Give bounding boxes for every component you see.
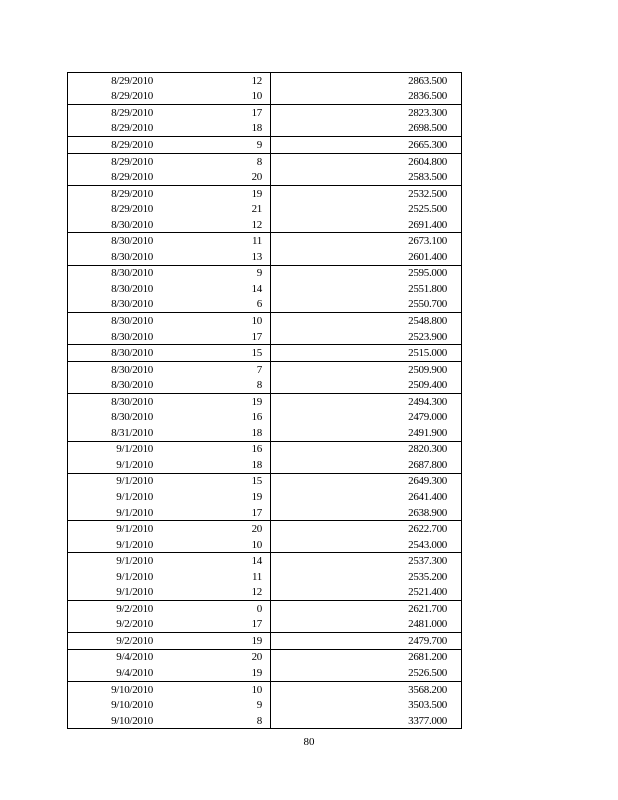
value-cell: 2673.100 bbox=[271, 233, 462, 249]
date-cell: 9/2/2010 bbox=[68, 617, 164, 633]
value-cell: 2535.200 bbox=[271, 569, 462, 585]
number-cell: 17 bbox=[163, 105, 271, 121]
table-row bbox=[68, 169, 462, 185]
table-row bbox=[68, 233, 462, 249]
number-cell: 7 bbox=[163, 361, 271, 377]
value-cell: 2532.500 bbox=[271, 185, 462, 201]
date-cell: 8/29/2010 bbox=[68, 73, 164, 89]
value-cell: 2823.300 bbox=[271, 105, 462, 121]
value-cell: 2537.300 bbox=[271, 553, 462, 569]
table-row bbox=[68, 377, 462, 393]
value-cell: 2687.800 bbox=[271, 457, 462, 473]
value-cell: 2836.500 bbox=[271, 89, 462, 105]
table-row bbox=[68, 569, 462, 585]
value-cell: 2583.500 bbox=[271, 169, 462, 185]
value-cell: 2649.300 bbox=[271, 473, 462, 489]
date-cell: 9/10/2010 bbox=[68, 713, 164, 729]
number-cell: 18 bbox=[163, 457, 271, 473]
number-cell: 8 bbox=[163, 377, 271, 393]
value-cell: 3568.200 bbox=[271, 681, 462, 697]
number-cell: 19 bbox=[163, 633, 271, 650]
date-cell: 8/30/2010 bbox=[68, 249, 164, 265]
date-cell: 8/30/2010 bbox=[68, 329, 164, 345]
table-row bbox=[68, 313, 462, 329]
date-cell: 8/31/2010 bbox=[68, 425, 164, 441]
number-cell: 20 bbox=[163, 169, 271, 185]
number-cell: 9 bbox=[163, 697, 271, 713]
date-cell: 9/1/2010 bbox=[68, 505, 164, 521]
table-row bbox=[68, 265, 462, 281]
table-row bbox=[68, 409, 462, 425]
value-cell: 2521.400 bbox=[271, 585, 462, 601]
table-row bbox=[68, 121, 462, 137]
number-cell: 9 bbox=[163, 265, 271, 281]
date-cell: 8/30/2010 bbox=[68, 217, 164, 233]
number-cell: 8 bbox=[163, 713, 271, 729]
value-cell: 2515.000 bbox=[271, 345, 462, 362]
table-row bbox=[68, 73, 462, 89]
date-cell: 8/30/2010 bbox=[68, 345, 164, 362]
date-cell: 9/1/2010 bbox=[68, 489, 164, 505]
number-cell: 11 bbox=[163, 569, 271, 585]
date-cell: 9/1/2010 bbox=[68, 521, 164, 537]
value-cell: 2691.400 bbox=[271, 217, 462, 233]
value-cell: 2479.000 bbox=[271, 409, 462, 425]
table-row bbox=[68, 553, 462, 569]
date-cell: 9/1/2010 bbox=[68, 441, 164, 457]
value-cell: 2622.700 bbox=[271, 521, 462, 537]
number-cell: 12 bbox=[163, 217, 271, 233]
table-row bbox=[68, 681, 462, 697]
number-cell: 12 bbox=[163, 73, 271, 89]
number-cell: 19 bbox=[163, 185, 271, 201]
date-cell: 8/30/2010 bbox=[68, 233, 164, 249]
value-cell: 2820.300 bbox=[271, 441, 462, 457]
date-cell: 8/30/2010 bbox=[68, 297, 164, 313]
number-cell: 10 bbox=[163, 537, 271, 553]
table-row bbox=[68, 297, 462, 313]
date-cell: 8/29/2010 bbox=[68, 153, 164, 169]
value-cell: 2604.800 bbox=[271, 153, 462, 169]
value-cell: 2479.700 bbox=[271, 633, 462, 650]
number-cell: 19 bbox=[163, 665, 271, 681]
table-body bbox=[68, 73, 462, 729]
number-cell: 20 bbox=[163, 521, 271, 537]
value-cell: 2698.500 bbox=[271, 121, 462, 137]
table-row bbox=[68, 217, 462, 233]
data-table bbox=[67, 72, 462, 729]
value-cell: 2543.000 bbox=[271, 537, 462, 553]
date-cell: 9/1/2010 bbox=[68, 537, 164, 553]
date-cell: 8/29/2010 bbox=[68, 201, 164, 217]
date-cell: 8/29/2010 bbox=[68, 185, 164, 201]
table-row bbox=[68, 585, 462, 601]
number-cell: 19 bbox=[163, 489, 271, 505]
number-cell: 20 bbox=[163, 649, 271, 665]
table-row bbox=[68, 89, 462, 105]
date-cell: 9/1/2010 bbox=[68, 585, 164, 601]
date-cell: 8/30/2010 bbox=[68, 377, 164, 393]
value-cell: 3503.500 bbox=[271, 697, 462, 713]
value-cell: 2863.500 bbox=[271, 73, 462, 89]
table-row bbox=[68, 361, 462, 377]
table-row bbox=[68, 505, 462, 521]
value-cell: 2681.200 bbox=[271, 649, 462, 665]
value-cell: 2621.700 bbox=[271, 601, 462, 617]
table-row bbox=[68, 665, 462, 681]
number-cell: 11 bbox=[163, 233, 271, 249]
table-row bbox=[68, 489, 462, 505]
number-cell: 18 bbox=[163, 121, 271, 137]
table-row bbox=[68, 185, 462, 201]
date-cell: 8/29/2010 bbox=[68, 121, 164, 137]
date-cell: 9/1/2010 bbox=[68, 569, 164, 585]
date-cell: 9/10/2010 bbox=[68, 681, 164, 697]
table-row bbox=[68, 281, 462, 297]
number-cell: 21 bbox=[163, 201, 271, 217]
table-row bbox=[68, 153, 462, 169]
value-cell: 3377.000 bbox=[271, 713, 462, 729]
date-cell: 9/10/2010 bbox=[68, 697, 164, 713]
table-row bbox=[68, 649, 462, 665]
page-number: 80 bbox=[303, 736, 315, 748]
value-cell: 2509.400 bbox=[271, 377, 462, 393]
date-cell: 8/29/2010 bbox=[68, 169, 164, 185]
date-cell: 8/30/2010 bbox=[68, 393, 164, 409]
date-cell: 8/29/2010 bbox=[68, 105, 164, 121]
date-cell: 9/2/2010 bbox=[68, 633, 164, 650]
date-cell: 9/1/2010 bbox=[68, 473, 164, 489]
number-cell: 19 bbox=[163, 393, 271, 409]
date-cell: 8/30/2010 bbox=[68, 265, 164, 281]
table-row bbox=[68, 633, 462, 650]
table-row bbox=[68, 441, 462, 457]
number-cell: 9 bbox=[163, 137, 271, 154]
number-cell: 0 bbox=[163, 601, 271, 617]
value-cell: 2641.400 bbox=[271, 489, 462, 505]
number-cell: 12 bbox=[163, 585, 271, 601]
number-cell: 13 bbox=[163, 249, 271, 265]
number-cell: 6 bbox=[163, 297, 271, 313]
number-cell: 17 bbox=[163, 505, 271, 521]
number-cell: 15 bbox=[163, 345, 271, 362]
table-row bbox=[68, 617, 462, 633]
date-cell: 9/4/2010 bbox=[68, 649, 164, 665]
table-row bbox=[68, 425, 462, 441]
value-cell: 2525.500 bbox=[271, 201, 462, 217]
number-cell: 18 bbox=[163, 425, 271, 441]
date-cell: 9/1/2010 bbox=[68, 553, 164, 569]
number-cell: 10 bbox=[163, 313, 271, 329]
table-row bbox=[68, 249, 462, 265]
value-cell: 2481.000 bbox=[271, 617, 462, 633]
value-cell: 2523.900 bbox=[271, 329, 462, 345]
number-cell: 17 bbox=[163, 617, 271, 633]
number-cell: 15 bbox=[163, 473, 271, 489]
number-cell: 17 bbox=[163, 329, 271, 345]
date-cell: 8/30/2010 bbox=[68, 313, 164, 329]
value-cell: 2551.800 bbox=[271, 281, 462, 297]
date-cell: 8/30/2010 bbox=[68, 281, 164, 297]
value-cell: 2491.900 bbox=[271, 425, 462, 441]
date-cell: 8/29/2010 bbox=[68, 137, 164, 154]
number-cell: 14 bbox=[163, 553, 271, 569]
number-cell: 16 bbox=[163, 441, 271, 457]
date-cell: 9/4/2010 bbox=[68, 665, 164, 681]
date-cell: 9/2/2010 bbox=[68, 601, 164, 617]
number-cell: 10 bbox=[163, 89, 271, 105]
number-cell: 16 bbox=[163, 409, 271, 425]
table-row bbox=[68, 137, 462, 154]
number-cell: 8 bbox=[163, 153, 271, 169]
number-cell: 14 bbox=[163, 281, 271, 297]
value-cell: 2526.500 bbox=[271, 665, 462, 681]
value-cell: 2509.900 bbox=[271, 361, 462, 377]
value-cell: 2494.300 bbox=[271, 393, 462, 409]
date-cell: 8/29/2010 bbox=[68, 89, 164, 105]
table-row bbox=[68, 457, 462, 473]
table-row bbox=[68, 345, 462, 362]
value-cell: 2595.000 bbox=[271, 265, 462, 281]
value-cell: 2601.400 bbox=[271, 249, 462, 265]
table-row bbox=[68, 393, 462, 409]
value-cell: 2550.700 bbox=[271, 297, 462, 313]
table-row bbox=[68, 329, 462, 345]
table-row bbox=[68, 201, 462, 217]
value-cell: 2638.900 bbox=[271, 505, 462, 521]
number-cell: 10 bbox=[163, 681, 271, 697]
date-cell: 8/30/2010 bbox=[68, 361, 164, 377]
value-cell: 2548.800 bbox=[271, 313, 462, 329]
table-row bbox=[68, 601, 462, 617]
table-row bbox=[68, 521, 462, 537]
table-row bbox=[68, 473, 462, 489]
date-cell: 8/30/2010 bbox=[68, 409, 164, 425]
table-row bbox=[68, 713, 462, 729]
table-row bbox=[68, 537, 462, 553]
table-row bbox=[68, 697, 462, 713]
value-cell: 2665.300 bbox=[271, 137, 462, 154]
date-cell: 9/1/2010 bbox=[68, 457, 164, 473]
table-row bbox=[68, 105, 462, 121]
